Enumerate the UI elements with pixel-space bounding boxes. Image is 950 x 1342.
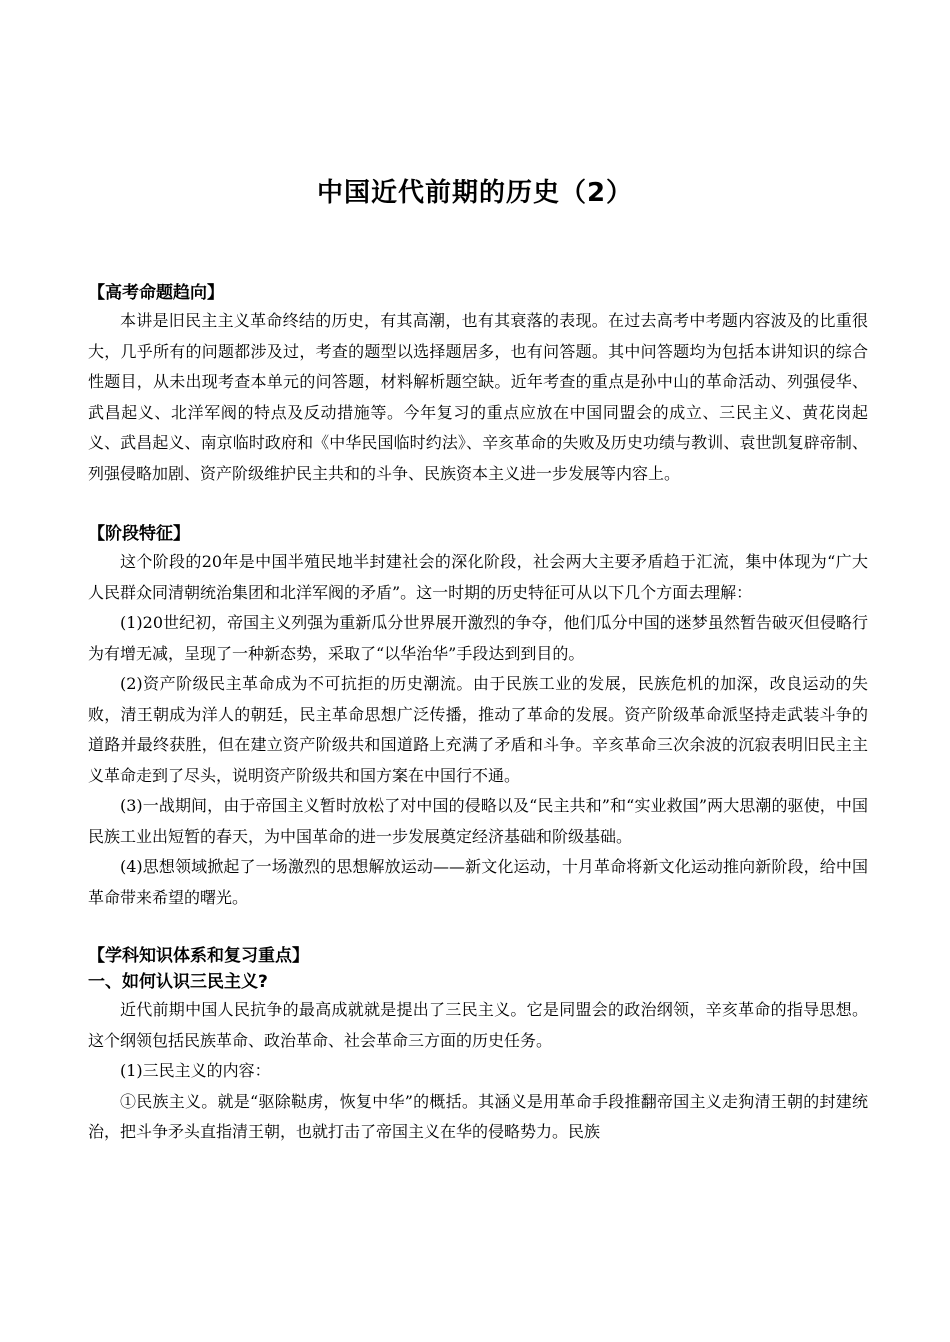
page-title: 中国近代前期的历史（2） xyxy=(316,178,634,208)
paragraph: (3)一战期间，由于帝国主义暂时放松了对中国的侵略以及“民主共和”和“实业救国”两大思潮的驱使，中国民族工业出短暂的春天，为中国革命的进一步发展奠定经济基础和阶级基础。 xyxy=(88,796,868,846)
paragraph: 本讲是旧民主主义革命终结的历史，有其高潮，也有其衰落的表现。在过去高考中考题内容波及的比重很大，几乎所有的问题都涉及过，考查的题型以选择题居多，也有问答题。其中问答题均为包括本讲知识的综合性题目，从未出现考查本单元的问答题，材料解析题空缺。近年考查的重点是孙中山的革命活动、列强侵华、武昌起义、北洋军阀的特点及反动措施等。今年复习的重点应放在中国同盟会的成立、三民主义、黄花岗起义、武昌起义、南京临时政府和《中华民国临时约法》、辛亥革命的失败及历史功绩与教训、袁世凯复辟帝制、列强侵略加剧、资产阶级维护民主共和的斗争、民族资本主义进一步发展等内容上。 xyxy=(88,311,868,483)
paragraph: 这个阶段的20年是中国半殖民地半封建社会的深化阶段，社会两大主要矛盾趋于汇流，集中体现为“广大人民群众同清朝统治集团和北洋军阀的矛盾”。这一时期的历史特征可从以下几个方面去理解： xyxy=(88,552,868,602)
subsection-heading: 一、如何认识三民主义? xyxy=(88,972,268,992)
paragraph: (2)资产阶级民主革命成为不可抗拒的历史潮流。由于民族工业的发展，民族危机的加深，改良运动的失败，清王朝成为洋人的朝廷，民主革命思想广泛传播，推动了革命的发展。资产阶级革命派坚持走武装斗争的道路并最终获胜，但在建立资产阶级共和国道路上充满了矛盾和斗争。辛亥革命三次余波的沉寂表明旧民主主义革命走到了尽头，说明资产阶级共和国方案在中国行不通。 xyxy=(88,674,868,785)
paragraph: 近代前期中国人民抗争的最高成就就是提出了三民主义。它是同盟会的政治纲领，辛亥革命的指导思想。这个纲领包括民族革命、政治革命、社会革命三方面的历史任务。 xyxy=(88,1000,868,1050)
paragraph: (1)20世纪初，帝国主义列强为重新瓜分世界展开激烈的争夺，他们瓜分中国的迷梦虽然暂告破灭但侵略行为有增无减，呈现了一种新态势，采取了“以华治华”手段达到到目的。 xyxy=(88,613,868,663)
section-heading-knowledge-system: 【学科知识体系和复习重点】 xyxy=(88,946,309,966)
paragraph: (4)思想领域掀起了一场激烈的思想解放运动——新文化运动，十月革命将新文化运动推向新阶段，给中国革命带来希望的曙光。 xyxy=(88,857,868,907)
section-heading-exam-trends: 【高考命题趋向】 xyxy=(88,283,224,303)
document-body xyxy=(88,280,868,1148)
section-heading-stage-features: 【阶段特征】 xyxy=(88,524,190,544)
paragraph: (1)三民主义的内容： xyxy=(120,1061,271,1080)
paragraph: ①民族主义。就是“驱除鞑虏，恢复中华”的概括。其涵义是用革命手段推翻帝国主义走狗清王朝的封建统治，把斗争矛头直指清王朝，也就打击了帝国主义在华的侵略势力。民族 xyxy=(88,1091,868,1141)
